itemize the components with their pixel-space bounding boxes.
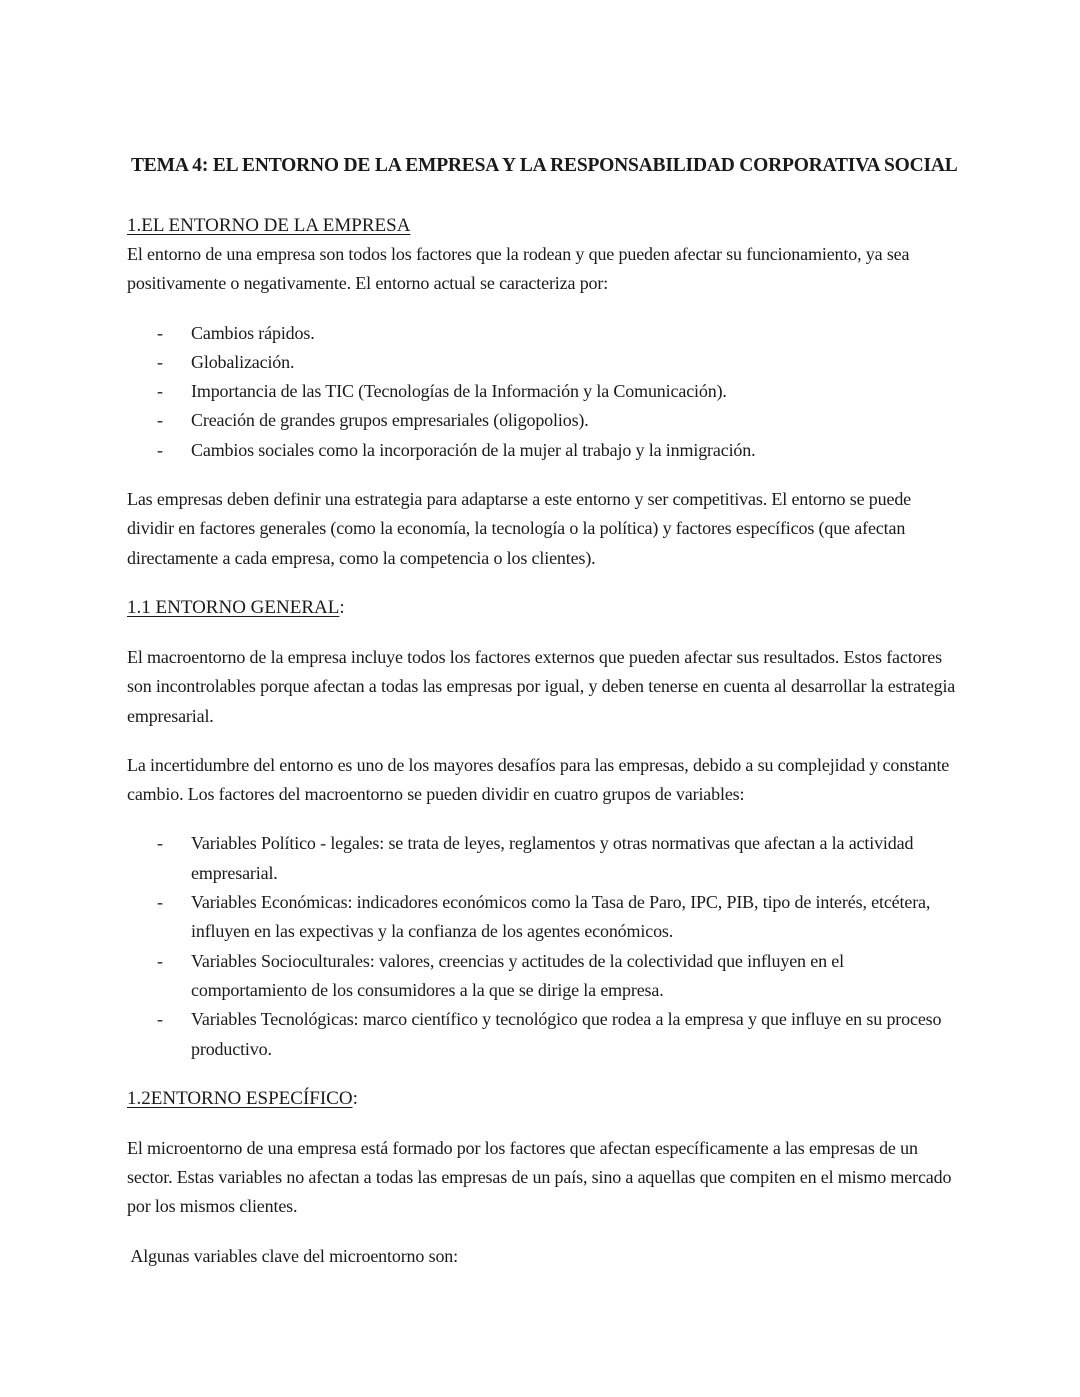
macro-variables-list <box>127 829 957 1063</box>
dash-bullet-icon: - <box>157 351 163 372</box>
dash-bullet-icon: - <box>157 892 163 913</box>
dash-bullet-icon: - <box>157 439 163 460</box>
document-page <box>127 150 957 1271</box>
section-heading-entorno-empresa <box>127 211 957 240</box>
characteristics-list <box>127 319 957 465</box>
heading-colon: : <box>352 1087 358 1109</box>
section-heading-entorno-general <box>127 593 957 622</box>
paragraph-variables-clave: Algunas variables clave del microentorno son: <box>127 1245 459 1266</box>
list-item: - Globalización. <box>127 348 957 377</box>
list-item: - Importancia de las TIC (Tecnologías de la Información y la Comunicación). <box>127 377 957 406</box>
dash-bullet-icon: - <box>157 381 163 402</box>
paragraph-entorno-intro: El entorno de una empresa son todos los factores que la rodean y que pueden afectar su funcionamiento, ya sea positivamente o negativamente. El entorno actual se caracteriza por: <box>127 244 910 294</box>
paragraph-microentorno: El microentorno de una empresa está formado por los factores que afectan específicamente a las empresas de un sector. Estas variables no afectan a todas las empresas de un país, sino a aquellas que compiten en el mismo mercado por los mismos clientes. <box>127 1137 952 1217</box>
heading-colon: : <box>339 596 345 618</box>
section-heading-text: 1.2ENTORNO ESPECÍFICO <box>127 1087 353 1109</box>
list-item: - Variables Tecnológicas: marco científico y tecnológico que rodea a la empresa y que influye en su proceso productivo. <box>127 1005 957 1064</box>
dash-bullet-icon: - <box>157 950 163 971</box>
list-item: - Creación de grandes grupos empresariales (oligopolios). <box>127 406 957 435</box>
dash-bullet-icon: - <box>157 833 163 854</box>
list-item: - Variables Político - legales: se trata de leyes, reglamentos y otras normativas que afectan a la actividad empresarial. <box>127 829 957 888</box>
list-item: - Cambios rápidos. <box>127 319 957 348</box>
paragraph-macroentorno: El macroentorno de la empresa incluye todos los factores externos que pueden afectar sus resultados. Estos factores son incontrolables porque afectan a todas las empresas por igual, y deben tenerse en cuenta al desarrollar la estrategia empresarial. <box>127 646 956 726</box>
list-item: - Variables Socioculturales: valores, creencias y actitudes de la colectividad que influyen en el comportamiento de los consumidores a la que se dirige la empresa. <box>127 947 957 1006</box>
section-heading-text: 1.EL ENTORNO DE LA EMPRESA <box>127 215 411 236</box>
section-heading-text: 1.1 ENTORNO GENERAL <box>127 596 340 618</box>
list-item: - Cambios sociales como la incorporación de la mujer al trabajo y la inmigración. <box>127 436 957 465</box>
paragraph-incertidumbre: La incertidumbre del entorno es uno de los mayores desafíos para las empresas, debido a su complejidad y constante cambio. Los factores del macroentorno se pueden dividir en cuatro grupos de variables: <box>127 754 950 805</box>
dash-bullet-icon: - <box>157 322 163 343</box>
dash-bullet-icon: - <box>157 410 163 431</box>
document-title: TEMA 4: EL ENTORNO DE LA EMPRESA Y LA RESPONSABILIDAD CORPORATIVA SOCIAL <box>131 155 958 176</box>
list-item: - Variables Económicas: indicadores económicos como la Tasa de Paro, IPC, PIB, tipo de interés, etcétera, influyen en las expectivas y la confianza de los agentes económicos. <box>127 888 957 947</box>
paragraph-entorno-strategy: Las empresas deben definir una estrategia para adaptarse a este entorno y ser competitivas. El entorno se puede dividir en factores generales (como la economía, la tecnología o la política) y factores específicos (que afectan directamente a cada empresa, como la competencia o los clientes). <box>127 489 912 568</box>
section-heading-entorno-especifico <box>127 1084 957 1113</box>
dash-bullet-icon: - <box>157 1009 163 1030</box>
